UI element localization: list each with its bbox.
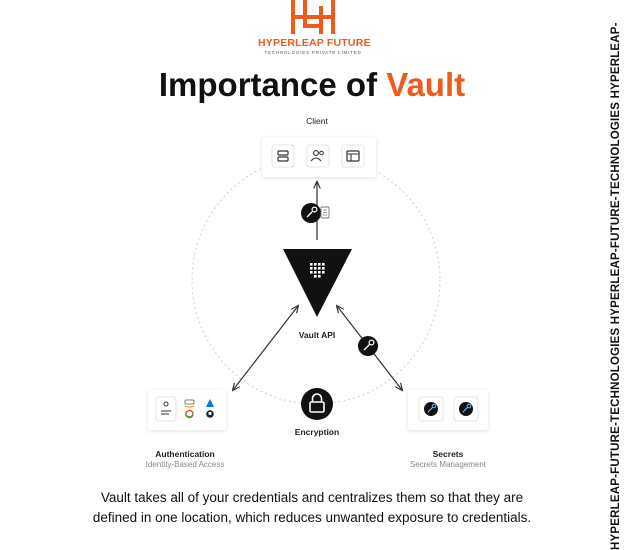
server-icon (272, 145, 294, 167)
logo-name: HYPERLEAP FUTURE (258, 37, 371, 49)
window-icon (342, 145, 364, 167)
secret-key-icon (301, 203, 321, 223)
side-watermark (600, 0, 624, 550)
lock-icon (301, 388, 333, 420)
secrets-sublabel: Secrets Management (409, 460, 487, 469)
clipboard-icon (321, 207, 329, 218)
title-prefix: Importance of (158, 66, 378, 103)
side-text: HYPERLEAP-FUTURE-TECHNOLOGIES HYPERLEAP-FUTURE-TECHNOLOGIES HYPERLEAP- (610, 22, 622, 550)
title-highlight: Vault (386, 66, 466, 103)
github-icon (206, 410, 214, 418)
secret-key-icon (358, 336, 378, 356)
secret-key-icon (454, 397, 478, 421)
encryption-label: Encryption (294, 427, 340, 437)
vault-logo-icon (283, 249, 352, 317)
api-auth-arrow (233, 306, 298, 390)
authentication-sublabel: Identity-Based Access (145, 460, 225, 469)
authentication-box (148, 390, 226, 430)
users-icon (307, 145, 329, 167)
vault-api-label: Vault API (298, 330, 336, 340)
secrets-label: Secrets (432, 449, 464, 459)
authentication-label: Authentication (155, 449, 215, 459)
secrets-box (408, 390, 488, 430)
secret-key-icon (419, 397, 443, 421)
id-card-icon (156, 397, 176, 421)
client-box (262, 137, 376, 177)
caption-text: Vault takes all of your credentials and centralizes them so that they are defined in one location, which reduces unwanted exposure to credentials. (92, 490, 532, 525)
logo-subtitle: TECHNOLOGIES PRIVATE LIMITED (264, 50, 362, 55)
client-label: Client (306, 116, 328, 126)
